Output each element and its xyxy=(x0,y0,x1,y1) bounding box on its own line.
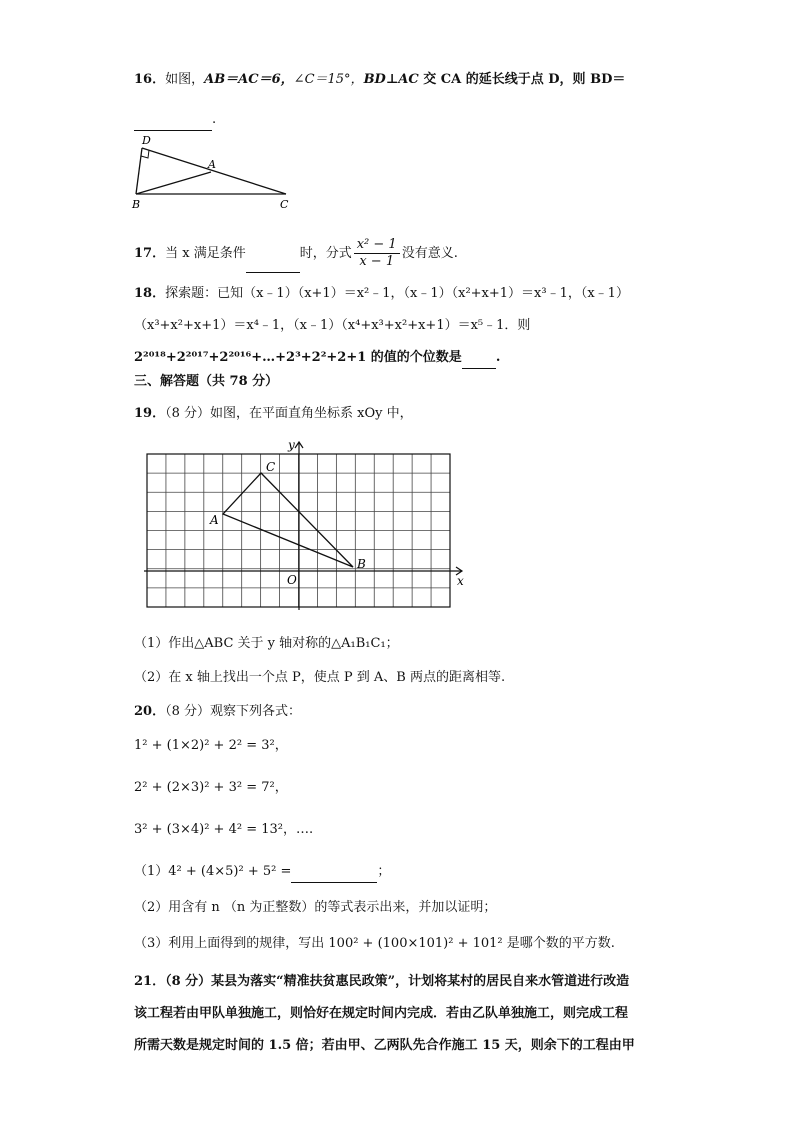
q16-tail: . xyxy=(212,112,217,127)
label-point-b: B xyxy=(357,557,366,571)
segment-bd xyxy=(136,148,142,194)
q17-text1: 当 x 满足条件 xyxy=(165,246,246,261)
q20-intro-line xyxy=(134,702,301,722)
q16-triangle-figure xyxy=(128,132,298,214)
q19-number: 19． xyxy=(134,406,166,421)
label-y-axis: y xyxy=(288,438,295,452)
q18-line3-tail: . xyxy=(495,350,501,365)
q18-line1 xyxy=(134,284,629,304)
label-d: D xyxy=(142,134,151,147)
label-x-axis: x xyxy=(457,574,464,588)
q21-line2: 该工程若由甲队单独施工，则恰好在规定时间内完成．若由乙队单独施工，则完成工程 xyxy=(134,1006,629,1021)
q17-numerator: x² − 1 xyxy=(354,237,400,254)
segment-ba xyxy=(136,172,211,194)
q18-number: 18． xyxy=(134,286,166,301)
label-a: A xyxy=(208,158,216,171)
q20-part1-tail: ； xyxy=(377,864,391,879)
label-point-c: C xyxy=(266,460,276,474)
q16-intro: 如图， xyxy=(165,72,205,87)
q20-part1-expr: 4² + (4×5)² + 5² = xyxy=(168,864,292,879)
q21-line1 xyxy=(134,972,629,992)
q20-part1-label: （1） xyxy=(134,864,169,879)
section-title: 三、解答题（共 78 分） xyxy=(134,374,279,389)
q20-number: 20． xyxy=(134,704,166,719)
triangle-abc xyxy=(223,473,353,567)
q20-eq1: 1² + (1×2)² + 2² = 3²， xyxy=(134,738,288,753)
q20-intro: （8 分）观察下列各式： xyxy=(165,704,301,719)
q17-answer-blank[interactable] xyxy=(246,236,300,273)
q18-line1-text: 探索题：已知（x﹣1）（x+1）＝x²﹣1，（x﹣1）（x²+x+1）＝x³﹣1，（x﹣1） xyxy=(165,286,629,301)
q19-grid-figure xyxy=(140,436,474,614)
q19-intro-line xyxy=(134,404,413,424)
q16-angle: ∠C＝15°， xyxy=(293,72,364,87)
q19-part1: （1）作出△ABC 关于 y 轴对称的△A₁B₁C₁； xyxy=(134,636,399,651)
q20-part3: （3）利用上面得到的规律，写出 100² + (100×101)² + 101² 是哪个数的平方数. xyxy=(134,936,615,951)
q18-line2: （x³+x²+x+1）＝x⁴﹣1，（x﹣1）（x⁴+x³+x²+x+1）＝x⁵﹣1．则 xyxy=(134,318,531,333)
q18-answer-blank[interactable] xyxy=(462,348,496,369)
label-point-a: A xyxy=(210,513,219,527)
q19-intro: （8 分）如图，在平面直角坐标系 xOy 中， xyxy=(165,406,413,421)
q21-line3: 所需天数是规定时间的 1.5 倍；若由甲、乙两队先合作施工 15 天，则余下的工程由甲 xyxy=(134,1038,635,1053)
q20-answer-blank[interactable] xyxy=(291,862,377,883)
q18-line3 xyxy=(134,348,500,369)
q20-eq2: 2² + (2×3)² + 3² = 7²， xyxy=(134,780,288,795)
q20-part2: （2）用含有 n （n 为正整数）的等式表示出来，并加以证明； xyxy=(134,900,497,915)
q16-text xyxy=(134,70,625,90)
q17-number: 17． xyxy=(134,246,166,261)
q17-text3: 没有意义. xyxy=(401,246,458,261)
q17-text xyxy=(134,236,458,273)
label-origin: O xyxy=(287,573,297,587)
q17-fraction xyxy=(354,237,400,270)
q16-rest: 交 CA 的延长线于点 D，则 BD＝ xyxy=(418,72,626,87)
q16-answer-blank[interactable] xyxy=(134,110,212,131)
q20-part1 xyxy=(134,862,390,883)
q17-text2: 时，分式 xyxy=(299,246,352,261)
q16-eq: AB＝AC＝6， xyxy=(204,72,294,87)
q17-denominator: x − 1 xyxy=(359,254,395,269)
q16-answer-line xyxy=(134,110,216,131)
label-c: C xyxy=(280,198,289,211)
q21-number: 21． xyxy=(134,974,166,989)
q18-line3-text: 2²⁰¹⁸+2²⁰¹⁷+2²⁰¹⁶+…+2³+2²+2+1 的值的个位数是 xyxy=(134,350,462,365)
q19-part2: （2）在 x 轴上找出一个点 P，使点 P 到 A、B 两点的距离相等. xyxy=(134,670,506,685)
q16-perp: BD⊥AC xyxy=(363,72,419,87)
segment-dc xyxy=(142,148,286,194)
q21-line1-text: （8 分）某县为落实“精准扶贫惠民政策”，计划将某村的居民自来水管道进行改造 xyxy=(165,974,630,989)
label-b: B xyxy=(132,198,141,211)
q16-number: 16． xyxy=(134,72,166,87)
q20-eq3: 3² + (3×4)² + 4² = 13²，…. xyxy=(134,822,314,837)
